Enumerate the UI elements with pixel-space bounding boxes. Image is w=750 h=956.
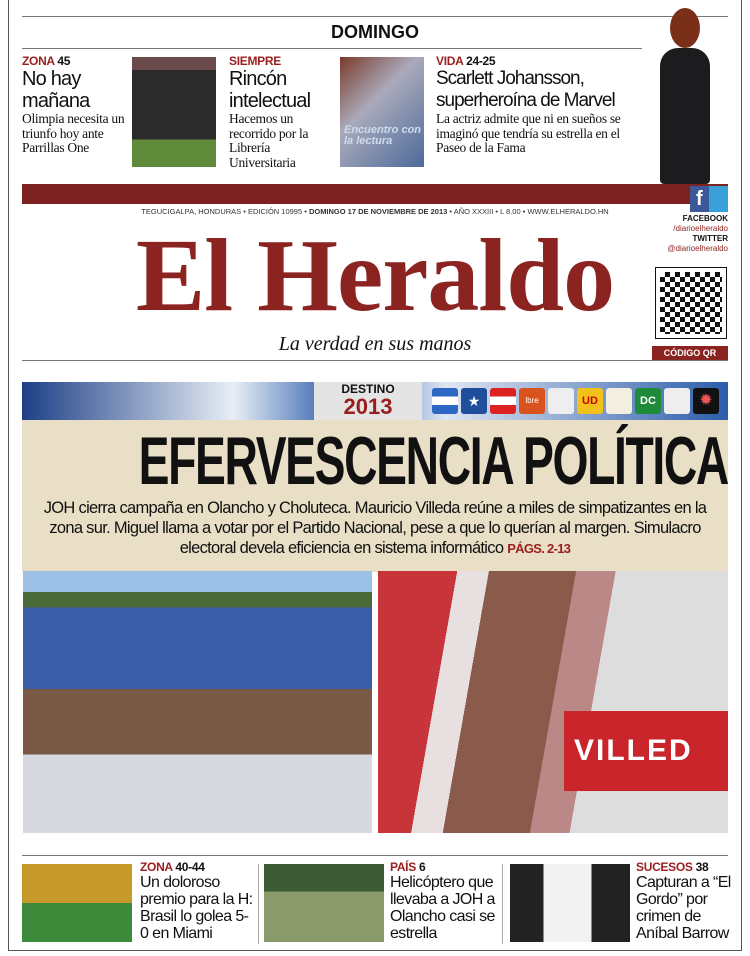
divider — [502, 864, 503, 944]
bottom-story-zona[interactable]: ZONA 40-44 Un doloroso premio para la H: Brasil lo golea 5-0 en Miami — [140, 860, 253, 942]
teaser-zona[interactable] — [22, 54, 126, 156]
party-logos — [432, 388, 719, 414]
alianza-patriotica-icon: ✹ — [693, 388, 719, 414]
libre-icon: lbre — [519, 388, 545, 414]
lead-headline[interactable]: EFERVESCENCIA POLÍTICA — [138, 423, 728, 499]
soccer-training-photo — [132, 57, 216, 167]
tagline: La verdad en sus manos — [278, 333, 472, 355]
villeda-rally-photo — [378, 571, 728, 833]
honduras-flag-icon — [432, 388, 458, 414]
lead-deck: JOH cierra campaña en Olancho y Choluteca. Mauricio Villeda reúne a miles de simpatizantes en la zona sur. Miguel llama a votar por el Partido Nacional, pese a que lo querían al margen. Simulacro electoral devela eficiencia en sistema informático PÁGS. 2-13 — [43, 499, 707, 557]
teaser-page: 45 — [57, 54, 71, 68]
scarlett-johansson-photo — [640, 8, 730, 184]
divider — [258, 864, 259, 944]
red-band — [22, 184, 728, 204]
divider — [22, 16, 728, 17]
partido-nacional-icon: ★ — [461, 388, 487, 414]
helicopter-photo — [264, 864, 384, 942]
story-title: Capturan a “El Gordo” por crimen de Aníbal Barrow — [636, 874, 731, 942]
teaser-siempre[interactable] — [229, 54, 335, 170]
bottom-story-sucesos[interactable]: SUCESOS 38 Capturan a “El Gordo” por crimen de Aníbal Barrow — [636, 860, 740, 942]
ud-icon: UD — [577, 388, 603, 414]
pac-icon — [548, 388, 574, 414]
qr-label: CÓDIGO QR — [652, 346, 728, 360]
divider — [22, 48, 642, 49]
brasil-match-photo — [22, 864, 132, 942]
magazine-cover-photo — [340, 57, 424, 167]
teaser-section: VIDA — [436, 54, 464, 68]
teaser-text: Hacemos un recorrido por la Librería Universitaria — [229, 111, 309, 170]
social-info: FACEBOOK /diarioelheraldo TWITTER @diarioelheraldo — [640, 214, 728, 254]
dateline: TEGUCIGALPA, HONDURAS • EDICIÓN 10995 • DOMINGO 17 DE NOVIEMBRE DE 2013 • AÑO XXXIII • L 8.00 • WWW.ELHERALDO.HN — [141, 207, 609, 216]
faper-icon — [664, 388, 690, 414]
destino-badge: DESTINO 2013 — [314, 382, 422, 420]
magazine-cover-text: Encuentro con la lectura — [344, 124, 422, 147]
bottom-story-pais[interactable]: PAÍS 6 Helicóptero que llevaba a JOH a Olancho casi se estrella — [390, 860, 498, 942]
teaser-title: Rincón intelectual — [229, 68, 311, 112]
day-label: DOMINGO — [331, 22, 419, 42]
facebook-twitter-icon[interactable]: f — [690, 186, 728, 212]
joh-rally-photo — [23, 571, 372, 833]
arrest-photo — [510, 864, 630, 942]
masthead-logo: El Heraldo — [135, 218, 615, 333]
teaser-vida[interactable] — [436, 54, 636, 156]
story-title: Un doloroso premio para la H: Brasil lo golea 5-0 en Miami — [140, 874, 253, 942]
teaser-title: Scarlett Johansson, superheroína de Marvel — [436, 68, 615, 111]
teaser-text: Olimpia necesita un triunfo hoy ante Parrillas One — [22, 111, 125, 155]
teaser-section: SIEMPRE — [229, 54, 281, 68]
teaser-page: 24-25 — [466, 54, 496, 68]
teaser-title: No hay mañana — [22, 68, 90, 112]
teaser-text: La actriz admite que ni en sueños se imaginó que tendría su estrella en el Paseo de la Fama — [436, 111, 621, 155]
villeda-banner: VILLED — [564, 711, 728, 791]
page-ref[interactable]: PÁGS. 2-13 — [507, 541, 571, 556]
facebook-link[interactable]: /diarioelheraldo — [673, 224, 728, 233]
story-title: Helicóptero que llevaba a JOH a Olancho casi se estrella — [390, 874, 495, 942]
divider — [22, 360, 728, 361]
qr-code[interactable] — [656, 268, 726, 338]
twitter-link[interactable]: @diarioelheraldo — [667, 244, 728, 253]
divider — [22, 855, 728, 856]
lead-headline-wrap — [0, 423, 750, 499]
teaser-section: ZONA — [22, 54, 55, 68]
pinu-icon — [606, 388, 632, 414]
dc-icon: DC — [635, 388, 661, 414]
partido-liberal-icon — [490, 388, 516, 414]
